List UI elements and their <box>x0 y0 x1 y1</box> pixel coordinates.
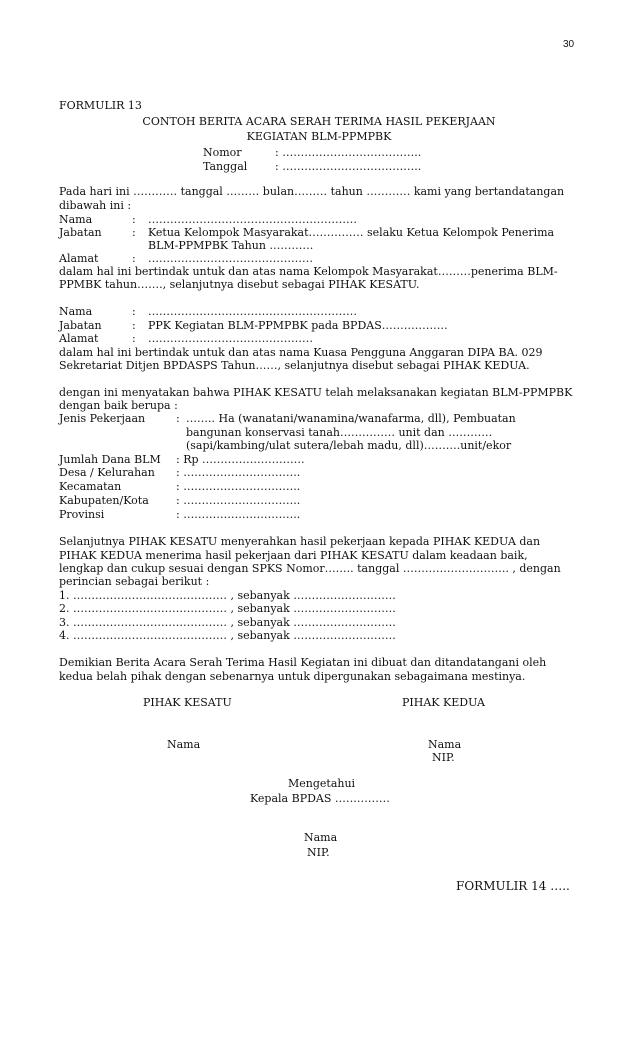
nomor-label: Nomor <box>203 146 242 159</box>
provinsi-value: : ………………………….. <box>176 508 301 521</box>
desa-label: Desa / Kelurahan <box>59 466 155 479</box>
party2-jabatan-value: PPK Kegiatan BLM-PPMPBK pada BPDAS……………… <box>148 319 448 332</box>
form-label: FORMULIR 13 <box>59 99 142 112</box>
jenis-pekerjaan-line2: bangunan konservasi tanah…………… unit dan ………… <box>186 426 493 439</box>
party2-description-line1: dalam hal ini bertindak untuk dan atas nama Kuasa Pengguna Anggaran DIPA BA. 029 <box>59 346 543 359</box>
kabupaten-value: : ………………………….. <box>176 494 301 507</box>
handover-line3: lengkap dan cukup sesuai dengan SPKS Nomor…….. tanggal ……………………….. , dengan <box>59 562 561 575</box>
tanggal-value: : ……………………………….. <box>275 160 422 173</box>
party1-nama-row <box>59 213 579 226</box>
kecamatan-value: : ………………………….. <box>176 480 301 493</box>
page-number: 30 <box>563 39 575 50</box>
statement-line2: dengan baik berupa : <box>59 399 178 412</box>
party1-alamat-label: Alamat <box>59 252 99 265</box>
party2-jabatan-row <box>59 319 579 332</box>
document-title-line2: KEGIATAN BLM-PPMPBK <box>246 130 392 143</box>
party1-jabatan-colon: : <box>132 226 136 239</box>
pihak-kedua-title: PIHAK KEDUA <box>402 696 485 709</box>
closing-line2: kedua belah pihak dengan sebenarnya untuk dipergunakan sebagaimana mestinya. <box>59 670 526 683</box>
provinsi-label: Provinsi <box>59 508 105 521</box>
kepala-bpdas-name: Nama <box>304 831 338 844</box>
kecamatan-label: Kecamatan <box>59 480 122 493</box>
party1-alamat-row <box>59 252 579 265</box>
pihak-kedua-name: Nama <box>428 738 462 751</box>
pihak-kedua-nip: NIP. <box>432 751 455 764</box>
jumlah-dana-label: Jumlah Dana BLM <box>59 453 161 466</box>
handover-line1: Selanjutnya PIHAK KESATU menyerahkan hasil pekerjaan kepada PIHAK KEDUA dan <box>59 535 541 548</box>
list-item: 4. …………………………………… , sebanyak ………………………. <box>59 629 396 642</box>
nomor-value: : ……………………………….. <box>275 146 422 159</box>
party1-jabatan-value2: BLM-PPMPBK Tahun ………… <box>148 239 314 252</box>
kepala-bpdas-nip: NIP. <box>307 846 330 859</box>
jenis-pekerjaan-label: Jenis Pekerjaan <box>59 412 146 425</box>
jenis-pekerjaan-line1: …….. Ha (wanatani/wanamina/wanafarma, dll), Pembuatan <box>186 412 516 425</box>
party1-jabatan-label: Jabatan <box>59 226 102 239</box>
list-item: 2. …………………………………… , sebanyak ………………………. <box>59 602 396 615</box>
pihak-kesatu-name: Nama <box>167 738 201 751</box>
party1-description-line1: dalam hal ini bertindak untuk dan atas nama Kelompok Masyarakat………penerima BLM- <box>59 265 558 278</box>
jenis-pekerjaan-line3: (sapi/kambing/ulat sutera/lebah madu, dll)……….unit/ekor <box>186 439 512 452</box>
handover-line4: perincian sebagai berikut : <box>59 575 210 588</box>
party1-nama-colon: : <box>132 213 136 226</box>
party2-alamat-label: Alamat <box>59 332 99 345</box>
statement-line1: dengan ini menyatakan bahwa PIHAK KESATU telah melaksanakan kegiatan BLM-PPMPBK <box>59 386 573 399</box>
party2-nama-row <box>59 305 579 318</box>
party2-nama-value: ………………………………………………… <box>148 305 357 318</box>
list-item: 1. …………………………………… , sebanyak ………………………. <box>59 589 396 602</box>
party1-jabatan-row <box>59 226 579 239</box>
next-form-label: FORMULIR 14 ….. <box>456 879 570 893</box>
handover-line2: PIHAK KEDUA menerima hasil pekerjaan dari PIHAK KESATU dalam keadaan baik, <box>59 549 528 562</box>
party1-nama-label: Nama <box>59 213 93 226</box>
intro-line2: dibawah ini : <box>59 199 132 212</box>
party2-jabatan-label: Jabatan <box>59 319 102 332</box>
document-title-line1: CONTOH BERITA ACARA SERAH TERIMA HASIL PEKERJAAN <box>142 115 496 128</box>
party2-alamat-value: ……………………………………… <box>148 332 313 345</box>
party2-jabatan-colon: : <box>132 319 136 332</box>
party1-nama-value: ………………………………………………… <box>148 213 357 226</box>
mengetahui-label: Mengetahui <box>288 777 356 790</box>
tanggal-label: Tanggal <box>203 160 248 173</box>
jenis-pekerjaan-colon: : <box>176 412 180 425</box>
kepala-bpdas-label: Kepala BPDAS …………… <box>250 792 390 805</box>
party2-nama-colon: : <box>132 305 136 318</box>
intro-line1: Pada hari ini ………… tanggal ……… bulan……… tahun ………… kami yang bertandatangan <box>59 185 565 198</box>
jumlah-dana-value: : Rp ………………………. <box>176 453 305 466</box>
party2-alamat-colon: : <box>132 332 136 345</box>
party1-jabatan-value: Ketua Kelompok Masyarakat…………… selaku Ketua Kelompok Penerima <box>148 226 555 239</box>
party2-nama-label: Nama <box>59 305 93 318</box>
list-item: 3. …………………………………… , sebanyak ………………………. <box>59 616 396 629</box>
party1-description-line2: PPMBK tahun……., selanjutnya disebut sebagai PIHAK KESATU. <box>59 278 420 291</box>
kabupaten-label: Kabupaten/Kota <box>59 494 149 507</box>
closing-line1: Demikian Berita Acara Serah Terima Hasil Kegiatan ini dibuat dan ditandatangani oleh <box>59 656 547 669</box>
party2-alamat-row <box>59 332 579 345</box>
desa-value: : ………………………….. <box>176 466 301 479</box>
party1-alamat-value: ……………………………………… <box>148 252 313 265</box>
party2-description-line2: Sekretariat Ditjen BPDASPS Tahun……, selanjutnya disebut sebagai PIHAK KEDUA. <box>59 359 530 372</box>
party1-alamat-colon: : <box>132 252 136 265</box>
pihak-kesatu-title: PIHAK KESATU <box>143 696 232 709</box>
